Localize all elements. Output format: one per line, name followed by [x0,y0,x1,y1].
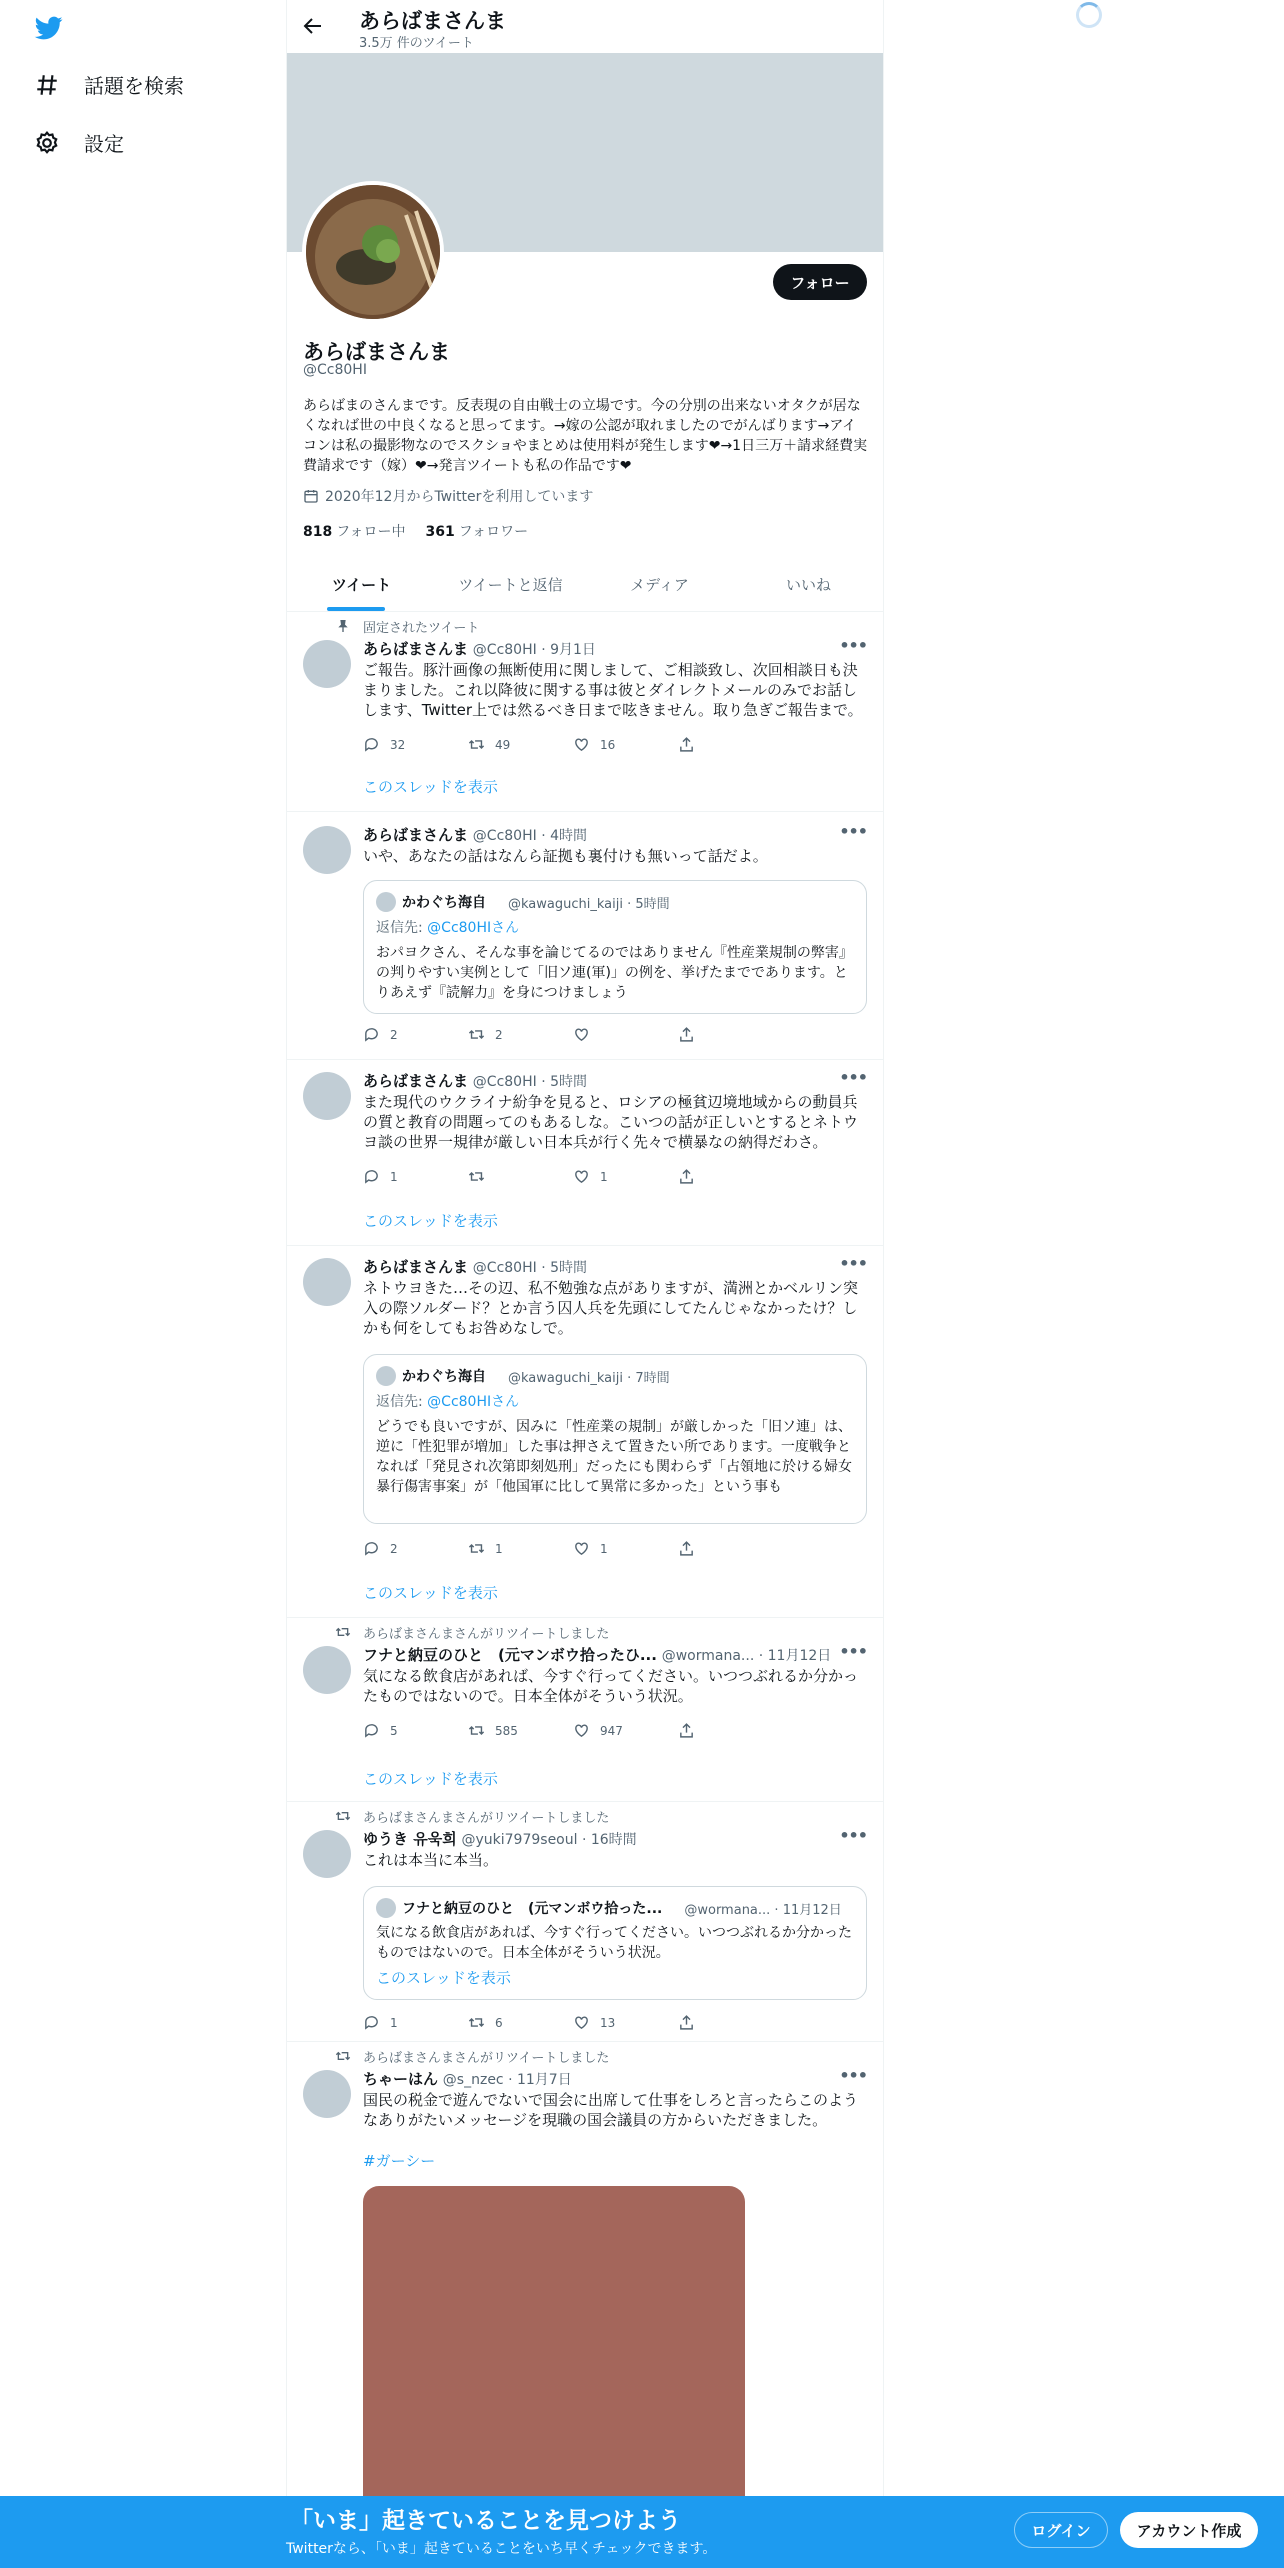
like-count: 13 [600,2015,616,2030]
followers-count: 361 [425,524,455,540]
pin-icon [335,618,351,634]
gear-icon [34,130,60,156]
avatar[interactable] [303,640,351,688]
retweet-button[interactable] [468,1168,573,1185]
like-button[interactable] [573,736,678,753]
quote-reply-to [376,1391,519,1411]
retweet-icon [468,1722,485,1739]
tweet-actions [363,2014,783,2031]
calendar-icon [303,488,319,504]
tweet-actions [363,1168,783,1185]
share-button[interactable] [678,1540,783,1557]
tweet[interactable] [287,812,883,1060]
share-icon [678,1168,695,1185]
quote-text: どうでも良いですが、因みに「性産業の規制」が厳しかった「旧ソ連」は、逆に「性犯罪が増加」した事は押さえて置きたい所であります。一度戦争となれば「発見され次第即刻処刑」だったにも関わらず「占領地に於ける婦女暴行傷害事案」が「他国軍に比して異常に多かった」という事も [376,1419,852,1495]
retweet-icon [468,1026,485,1043]
show-thread-link[interactable]: このスレッドを表示 [363,778,498,796]
tweet-media-image[interactable] [363,2186,745,2516]
tweet-meta: @wormana... · 11月12日 [661,1648,832,1664]
tab-media[interactable]: メディア [630,576,689,594]
tab-tweets[interactable]: ツイート [287,558,436,611]
retweet-icon [468,2014,485,2031]
tweet[interactable] [287,1618,883,1802]
like-count: 16 [600,737,616,752]
quote-author-name: かわぐち海自 [402,895,486,911]
share-button[interactable] [678,1722,783,1739]
retweet-icon [468,1540,485,1557]
tweet-header [363,1256,587,1277]
reply-button[interactable] [363,1168,468,1185]
tweet-context: あらばまさんまさんがリツイートしました [363,2051,610,2066]
nav-settings-label: 設定 [84,132,124,156]
signup-button[interactable]: アカウント作成 [1120,2512,1258,2548]
profile-header-bar [287,0,883,53]
retweet-button[interactable] [468,2014,573,2031]
followers-label: フォロワー [458,524,529,540]
profile-name: あらばまさんま [303,340,450,364]
share-icon [678,1722,695,1739]
tab-tweets-and-replies[interactable]: ツイートと返信 [458,576,563,594]
profile-stats [303,521,528,541]
reply-count: 2 [390,1541,398,1556]
tweet-author-name[interactable]: あらばまさんま [363,1072,469,1090]
following-link[interactable] [303,521,406,541]
heart-icon [573,1722,590,1739]
retweet-count: 1 [495,1541,503,1556]
heart-icon [573,1540,590,1557]
reply-icon [363,1026,380,1043]
tweet-text: 気になる飲食店があれば、今すぐ行ってください。いつつぶれるか分かったものではないので。日本全体がそういう状況。 [363,1667,859,1705]
back-arrow-icon[interactable] [301,14,325,38]
hashtag-icon [34,72,60,98]
avatar [376,892,396,912]
reply-button[interactable] [363,1722,468,1739]
avatar[interactable] [303,826,351,874]
profile-column [286,0,884,2568]
quoted-tweet[interactable] [363,1886,867,2000]
followers-link[interactable] [426,521,529,541]
reply-icon [363,2014,380,2031]
reply-count: 5 [390,1723,398,1738]
retweet-button[interactable] [468,1026,573,1043]
following-label: フォロー中 [336,524,406,540]
quote-author-name: フナと納豆のひと (元マンボウ拾った... [402,1901,663,1917]
banner-title: 「いま」起きていることを見つけよう [290,2508,681,2534]
avatar[interactable] [303,1258,351,1306]
tweet-context: あらばまさんまさんがリツイートしました [363,1811,610,1826]
retweet-button[interactable] [468,736,573,753]
tweet-text: これは本当に本当。 [363,1851,499,1869]
retweet-count: 49 [495,737,511,752]
tweet-text: いや、あなたの話はなんら証拠も裏付けも無いって話だよ。 [363,847,768,865]
reply-button[interactable] [363,736,468,753]
retweet-icon [335,1624,351,1640]
retweet-icon [335,1808,351,1824]
more-icon[interactable]: ••• [839,1642,867,1661]
retweet-button[interactable] [468,1722,573,1739]
share-icon [678,1540,695,1557]
like-button[interactable] [573,1540,678,1557]
reply-button[interactable] [363,1540,468,1557]
tweet[interactable] [287,1060,883,1246]
tweet-actions [363,736,783,753]
profile-handle: @Cc80HI [303,362,367,378]
reply-to-handle[interactable]: @Cc80HIさん [427,920,520,936]
tweet-context: 固定されたツイート [363,621,480,636]
tweet-header [363,1070,587,1091]
quote-header [376,1366,670,1386]
heart-icon [573,736,590,753]
soup-photo-icon [306,185,440,319]
tweet-text: また現代のウクライナ紛争を見ると、ロシアの極貧辺境地域からの動員兵の質と教育の問題ってのもあるしな。こいつの話が正しいとするとネトウヨ談の世界一規律が厳しい日本兵が行く先々で横暴なの納得だわさ。 [363,1093,859,1151]
show-thread-link[interactable]: このスレッドを表示 [376,1969,511,1987]
reply-count: 2 [390,1027,398,1042]
hashtag-link[interactable]: #ガーシー [363,2152,436,2170]
share-icon [678,736,695,753]
tweet-header [363,1644,831,1665]
tweet-text: ご報告。豚汁画像の無断使用に関しまして、ご相談致し、次回相談日も決まりました。これ以降彼に関する事は彼とダイレクトメールのみでお話しします、Twitter上では然るべき日まで呟きません。取り急ぎご報告まで。 [363,661,863,719]
show-thread-link[interactable]: このスレッドを表示 [363,1770,498,1788]
signup-banner [0,2496,1284,2568]
tweet[interactable] [287,1802,883,2042]
quote-text: 気になる飲食店があれば、今すぐ行ってください。いつつぶれるか分かったものではないので。日本全体がそういう状況。 [376,1925,852,1961]
quote-author-name: かわぐち海自 [402,1369,486,1385]
tweet-actions [363,1026,783,1043]
loading-spinner-icon [1076,2,1102,28]
like-button[interactable] [573,1722,678,1739]
heart-icon [573,2014,590,2031]
quote-reply-to [376,917,519,937]
show-thread-link[interactable]: このスレッドを表示 [363,1584,498,1602]
retweet-icon [468,736,485,753]
share-icon [678,2014,695,2031]
nav-explore-label: 話題を検索 [84,74,184,98]
reply-to-handle[interactable]: @Cc80HIさん [427,1394,520,1410]
heart-icon [573,1168,590,1185]
header-title: あらばまさんま [359,9,506,33]
tweet-author-name[interactable]: フナと納豆のひと (元マンボウ拾ったひ... [363,1646,657,1664]
reply-count: 1 [390,2015,398,2030]
login-button[interactable]: ログイン [1014,2512,1108,2548]
more-icon[interactable]: ••• [839,1068,867,1087]
profile-tabs [287,558,883,612]
retweet-icon [468,1168,485,1185]
quote-header [376,1898,842,1918]
retweet-count: 585 [495,1723,518,1738]
share-button[interactable] [678,1026,783,1043]
tweet[interactable] [287,2042,883,2496]
follow-button[interactable]: フォロー [773,264,867,300]
tweet-author-name[interactable]: あらばまさんま [363,1258,469,1276]
banner-subtitle: Twitterなら、「いま」起きていることをいち早くチェックできます。 [286,2541,717,2557]
like-button[interactable] [573,1026,678,1043]
share-button[interactable] [678,1168,783,1185]
like-count: 1 [600,1541,608,1556]
profile-bio: あらばまのさんまです。反表現の自由戦士の立場です。今の分別の出来ないオタクが居なくなれば世の中良くなると思ってます。→嫁の公認が取れましたのでがんばります→アイコンは私の撮影物なのでスクショやまとめは使用料が発生します❤→1日三万＋請求経費実費請求です（嫁）❤→発言ツイートも私の作品です❤ [303,398,868,474]
tweet-text: 国民の税金で遊んでないで国会に出席して仕事をしろと言ったらこのようなありがたいメッセージを現職の国会議員の方からいただきました。 [363,2091,859,2129]
quote-meta: @wormana... · 11月12日 [684,1902,842,1918]
reply-button[interactable] [363,1026,468,1043]
avatar [376,1898,396,1918]
tweet-meta: @s_nzec · 11月7日 [442,2072,572,2088]
retweet-button[interactable] [468,1540,573,1557]
tweet-text: ネトウヨきた…その辺、私不勉強な点がありますが、満洲とかベルリン突入の際ソルダード？とか言う囚人兵を先頭にしてたんじゃなかったけ？しかも何をしてもお咎めなしで。 [363,1279,859,1337]
avatar[interactable] [303,1830,351,1878]
like-button[interactable] [573,2014,678,2031]
tweet-header [363,2068,572,2089]
like-button[interactable] [573,1168,678,1185]
profile-joined-text: 2020年12月からTwitterを利用しています [325,489,594,505]
reply-count: 32 [390,737,406,752]
quote-meta: @kawaguchi_kaiji · 7時間 [508,1370,670,1386]
reply-prefix: 返信先: [376,1394,428,1410]
tweet-meta: @Cc80HI · 5時間 [472,1260,587,1276]
share-button[interactable] [678,736,783,753]
avatar[interactable] [303,1646,351,1694]
reply-icon [363,1540,380,1557]
tweet-author-name[interactable]: ちゃーはん [363,2070,439,2088]
tweet[interactable] [287,1246,883,1618]
reply-button[interactable] [363,2014,468,2031]
more-icon[interactable]: ••• [839,636,867,655]
more-icon[interactable]: ••• [839,1254,867,1273]
tweet-header [363,1828,637,1849]
retweet-count: 2 [495,1027,503,1042]
tweet-meta: @Cc80HI · 9月1日 [472,642,596,658]
avatar[interactable] [303,2070,351,2118]
tweet[interactable] [287,612,883,812]
twitter-logo-icon[interactable] [33,14,65,42]
more-icon[interactable]: ••• [839,1826,867,1845]
reply-icon [363,1722,380,1739]
reply-icon [363,736,380,753]
avatar [376,1366,396,1386]
retweet-icon [335,2048,351,2064]
profile-joined [303,486,593,506]
quoted-tweet[interactable] [363,1354,867,1524]
quote-text: おパヨクさん、そんな事を論じてるのではありません『性産業規制の弊害』の判りやすい実例として「旧ソ連(軍)」の例を、挙げたまでであります。とりあえず『読解力』を身につけましょう [376,945,853,1001]
tweet-actions [363,1722,783,1739]
like-count: 947 [600,1723,623,1738]
reply-prefix: 返信先: [376,920,428,936]
quote-meta: @kawaguchi_kaiji · 5時間 [508,896,670,912]
more-icon[interactable]: ••• [839,822,867,841]
reply-icon [363,1168,380,1185]
reply-count: 1 [390,1169,398,1184]
tweet-meta: @Cc80HI · 4時間 [472,828,587,844]
share-button[interactable] [678,2014,783,2031]
more-icon[interactable]: ••• [839,2066,867,2085]
quoted-tweet[interactable] [363,880,867,1014]
tweet-header [363,638,596,659]
tweet-actions [363,1540,783,1557]
tweet-header [363,824,587,845]
avatar[interactable] [303,1072,351,1120]
nav-settings[interactable] [34,128,124,157]
quote-header [376,892,670,912]
nav-explore[interactable] [34,70,184,99]
tweet-context: あらばまさんまさんがリツイートしました [363,1627,610,1642]
profile-avatar[interactable] [302,181,444,323]
tweet-meta: @Cc80HI · 5時間 [472,1074,587,1090]
tweet-author-name[interactable]: ゆうき 유욱희 [363,1830,457,1848]
header-tweet-count: 3.5万 件のツイート [359,36,474,51]
heart-icon [573,1026,590,1043]
tweet-author-name[interactable]: あらばまさんま [363,640,469,658]
show-thread-link[interactable]: このスレッドを表示 [363,1212,498,1230]
retweet-count: 6 [495,2015,503,2030]
share-icon [678,1026,695,1043]
like-count: 1 [600,1169,608,1184]
tweet-meta: @yuki7979seoul · 16時間 [461,1832,637,1848]
tab-likes[interactable]: いいね [785,576,831,594]
following-count: 818 [303,524,333,540]
tweet-author-name[interactable]: あらばまさんま [363,826,469,844]
